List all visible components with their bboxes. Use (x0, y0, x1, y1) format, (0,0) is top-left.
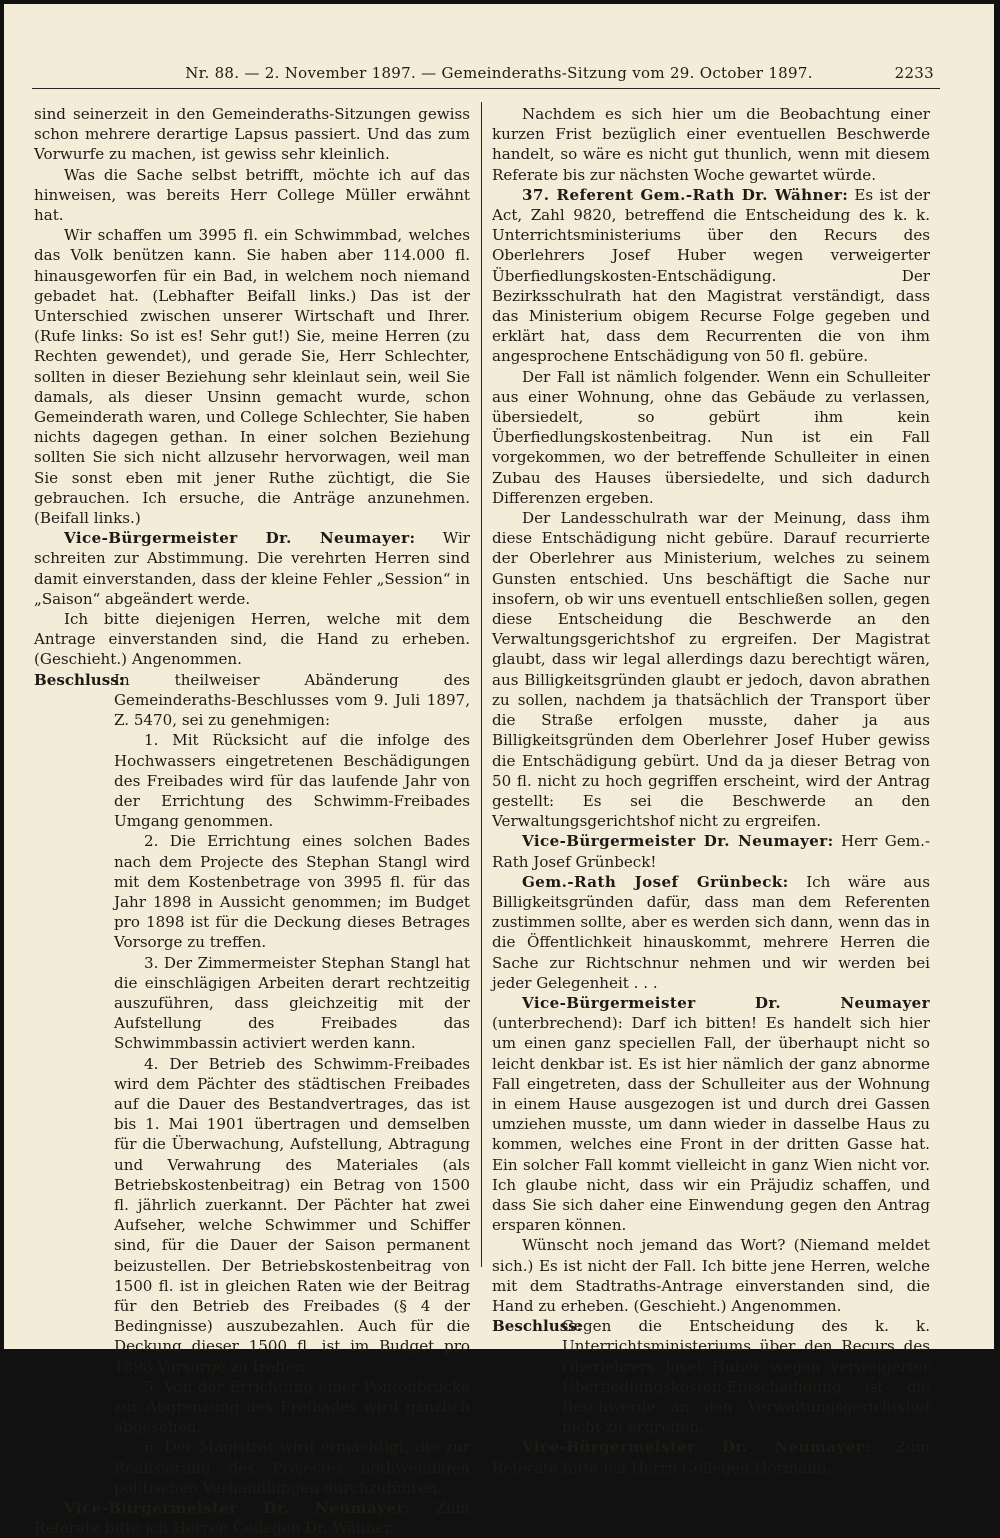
speech (492, 1437, 930, 1477)
resolution-label: Beschluss: (34, 670, 125, 689)
resolution-item: 1. Mit Rücksicht auf die infolge des Hochwassers eingetretenen Beschädigungen des Freibades wird für das laufende Jahr von der Errichtung des Schwimm-Freibades Umgang genommen. (114, 731, 470, 831)
item-heading: 37. Referent Gem.-Rath Dr. Wähner: (522, 185, 849, 204)
paragraph: Wir schaffen um 3995 fl. ein Schwimmbad, welches das Volk benützen kann. Sie haben aber 114.000 fl. hinausgeworfen für ein Bad, in welchem noch niemand gebadet hat. (Lebhafter Beifall links.) Das ist der Unterschied zwischen unserer Wirtschaft und Ihrer. (Rufe links: So ist es! Sehr gut!) Sie, meine Herren (zu Rechten gewendet), und gerade Sie, Herr Schlechter, sollten in dieser Beziehung sehr kleinlaut sein, weil Sie damals, als dieser Unsinn gemacht wurde, schon Gemeinderath waren, und College Schlechter, Sie haben nichts dagegen gethan. In einer solchen Beziehung sollten Sie sich nicht allzusehr hervorwagen, weil man Sie sonst eben mit jener Ruthe züchtigt, die Sie gebrauchen. Ich ersuche, die Anträge anzunehmen. (Beifall links.) (34, 226, 470, 528)
speech-text: Herr Gem.-Rath Josef Grünbeck! (492, 832, 930, 871)
speaker-name: Vice-Bürgermeister Dr. Neumayer: (64, 1499, 411, 1518)
speaker-name: Vice-Bürgermeister Dr. Neumayer: (64, 529, 416, 548)
paragraph: Nachdem es sich hier um die Beobachtung einer kurzen Frist bezüglich einer eventuellen Beschwerde handelt, so wäre es nicht gut thunlich, wenn mit diesem Referate bis zur nächsten Woche gewartet würde. (492, 105, 930, 184)
paragraph: sind seinerzeit in den Gemeinderaths-Sitzungen gewiss schon mehrere derartige Lapsus passiert. Und das zum Vorwurfe zu machen, ist gewiss sehr kleinlich. (34, 105, 470, 164)
resolution-item: 3. Der Zimmermeister Stephan Stangl hat die einschlägigen Arbeiten derart rechtzeitig auszuführen, dass gleichzeitig mit der Aufstellung des Freibades das Schwimmbassin activiert werden kann. (114, 953, 470, 1053)
speech-text: Ich wäre aus Billigkeitsgründen dafür, dass man dem Referenten zustimmen sollte, aber es werden sich dann, wenn das in die Öffentlichkeit hinauskommt, mehrere Herren die Sache zur Richtschnur nehmen und wir werden bei jeder Gelegenheit . . . (492, 872, 930, 992)
speech-text: Wir schreiten zur Abstimmung. Die verehrten Herren sind damit einverstanden, dass der kleine Fehler „Session“ in „Saison“ abgeändert werde. (34, 529, 470, 608)
newspaper-page (4, 4, 994, 1538)
header-rule (32, 88, 940, 89)
left-column (34, 104, 470, 1538)
resolution-item: 2. Die Errichtung eines solchen Bades nach dem Projecte des Stephan Stangl wird mit dem Kostenbetrage von 3995 fl. für das Jahr 1898 in Aussicht genommen; im Budget pro 1898 ist für die Deckung dieses Betrages Vorsorge zu treffen. (114, 832, 470, 952)
paragraph: Ich bitte diejenigen Herren, welche mit dem Antrage einverstanden sind, die Hand zu erheben. (Geschieht.) Angenommen. (34, 610, 470, 669)
speech-text: Zum Referate bitte ich Herrn Collegen Hörmann. (492, 1438, 930, 1477)
resolution (492, 1316, 930, 1437)
speech (34, 528, 470, 609)
resolution (34, 670, 470, 731)
resolution-label: Beschluss: (492, 1317, 583, 1336)
speech (492, 872, 930, 993)
speech-text: (unterbrechend): Darf ich bitten! Es handelt sich hier um einen ganz speciellen Fall, der überhaupt nicht so leicht denkbar ist. Es ist hier nämlich der ganz abnorme Fall eingetreten, dass der Schulleiter aus der Wohnung in einem Hause ausgezogen ist und durch drei Gassen umziehen musste, um dann wieder in dasselbe Haus zu kommen, welches eine Front in der dritten Gasse hat. Ein solcher Fall kommt vielleicht in ganz Wien nicht vor. Ich glaube nicht, dass wir ein Präjudiz schaffen, und dass Sie sich daher eine Einwendung gegen den Antrag ersparen können. (492, 1014, 930, 1235)
resolution-text: Gegen die Entscheidung des k. k. Unterrichtsministeriums über den Recurs des Oberlehrers Josef Huber wegen verweigerter Überfiedlungskosten-Entschädigung ist die Beschwerde an den Verwaltungsgerichtshof nicht zu ergreifen. (562, 1317, 930, 1437)
item-text: Es ist der Act, Zahl 9820, betreffend die Entscheidung des k. k. Unterrichtsministeriums über den Recurs des Oberlehrers Josef Huber wegen verweigerter Überfiedlungskosten-Entschädigung. Der Bezirksschulrath hat den Magistrat verständigt, dass das Ministerium obigem Recurse Folge gegeben und erklärt hat, dass dem Recurrenten die von ihm angesprochene Entschädigung von 50 fl. gebüre. (492, 185, 930, 366)
paragraph: Der Fall ist nämlich folgender. Wenn ein Schulleiter aus einer Wohnung, ohne das Gebäude zu verlassen, übersiedelt, so gebürt ihm kein Überfiedlungskostenbeitrag. Nun ist ein Fall vorgekommen, wo der betreffende Schulleiter in einen Zubau des Hauses übersiedelte, und sich dadurch Differenzen ergeben. (492, 367, 930, 507)
speaker-name: Vice-Bürgermeister Dr. Neumayer: (522, 1438, 870, 1457)
column-divider (481, 102, 482, 1267)
paragraph: Wünscht noch jemand das Wort? (Niemand meldet sich.) Es ist nicht der Fall. Ich bitte jene Herren, welche mit dem Stadtraths-Antrage einverstanden sind, die Hand zu erheben. (Geschieht.) Angenommen. (492, 1236, 930, 1315)
speaker-name: Vice-Bürgermeister Dr. Neumayer: (522, 832, 834, 851)
resolution-item: 6. Der Magistrat wird ermächtigt, die zur Realisierung des Projectes nothwendigen politischen Verhandlungen durchzuführen. (114, 1438, 470, 1497)
speech-text: Zum Referate bitte ich Herren Collegen Dr. Wähner. (34, 1499, 470, 1538)
resolution-item: 4. Der Betrieb des Schwimm-Freibades wird dem Pächter des städtischen Freibades auf die Dauer des Bestandvertrages, das ist bis 1. Mai 1901 übertragen und demselben für die Überwachung, Aufstellung, Abtragung und Verwahrung des Materiales (als Betriebskostenbeitrag) ein Betrag von 1500 fl. jährlich zuerkannt. Der Pächter hat zwei Aufseher, welche Schwimmer und Schiffer sind, für die Dauer der Saison permanent beizustellen. Der Betriebskostenbeitrag von 1500 fl. ist in gleichen Raten wie der Beitrag für den Betrieb des Freibades (§ 4 der Bedingnisse) auszubezahlen. Auch für die Deckung dieser 1500 fl. ist im Budget pro 1898 Vorsorge zu treffen. (114, 1054, 470, 1376)
speech (492, 831, 930, 871)
speech (492, 993, 930, 1235)
paragraph: Der Landesschulrath war der Meinung, dass ihm diese Entschädigung nicht gebüre. Darauf recurrierte der Oberlehrer aus Ministerium, welches zu seinem Gunsten entschied. Uns beschäftigt die Sache nur insofern, ob wir uns eventuell entschließen sollen, gegen diese Entscheidung die Beschwerde an den Verwaltungsgerichtshof zu ergreifen. Der Magistrat glaubt, dass wir legal allerdings dazu berechtigt wären, aus Billigkeitsgründen glaubt er jedoch, davon abrathen zu sollen, nachdem ja thatsächlich der Transport über die Straße erfolgen musste, daher ja aus Billigkeitsgründen dem Oberlehrer Josef Huber gewiss die Entschädigung gebürt. Und da ja dieser Betrag von 50 fl. nicht zu hoch gegriffen erscheint, wird der Antrag gestellt: Es sei die Beschwerde an den Verwaltungsgerichtshof nicht zu ergreifen. (492, 509, 930, 831)
right-column (492, 104, 930, 1478)
page-number: 2233 (894, 64, 934, 82)
resolution-text: In theilweiser Abänderung des Gemeinderaths-Beschlusses vom 9. Juli 1897, Z. 5470, sei zu genehmigen: (114, 670, 470, 730)
agenda-item (492, 185, 930, 367)
paragraph: Was die Sache selbst betrifft, möchte ich auf das hinweisen, was bereits Herr College Müller erwähnt hat. (34, 165, 470, 225)
speaker-name: Gem.-Rath Josef Grünbeck: (522, 872, 789, 891)
resolution-item: 5. Von der Errichtung einer Pontonbrücke zur Abgrenzung des Freibades wird gänzlich abgesehen. (114, 1377, 470, 1437)
speaker-name: Vice-Bürgermeister Dr. Neumayer (522, 993, 930, 1012)
page-header (4, 64, 994, 90)
speech (34, 1498, 470, 1538)
running-title: Nr. 88. — 2. November 1897. — Gemeinderaths-Sitzung vom 29. October 1897. (185, 64, 813, 82)
